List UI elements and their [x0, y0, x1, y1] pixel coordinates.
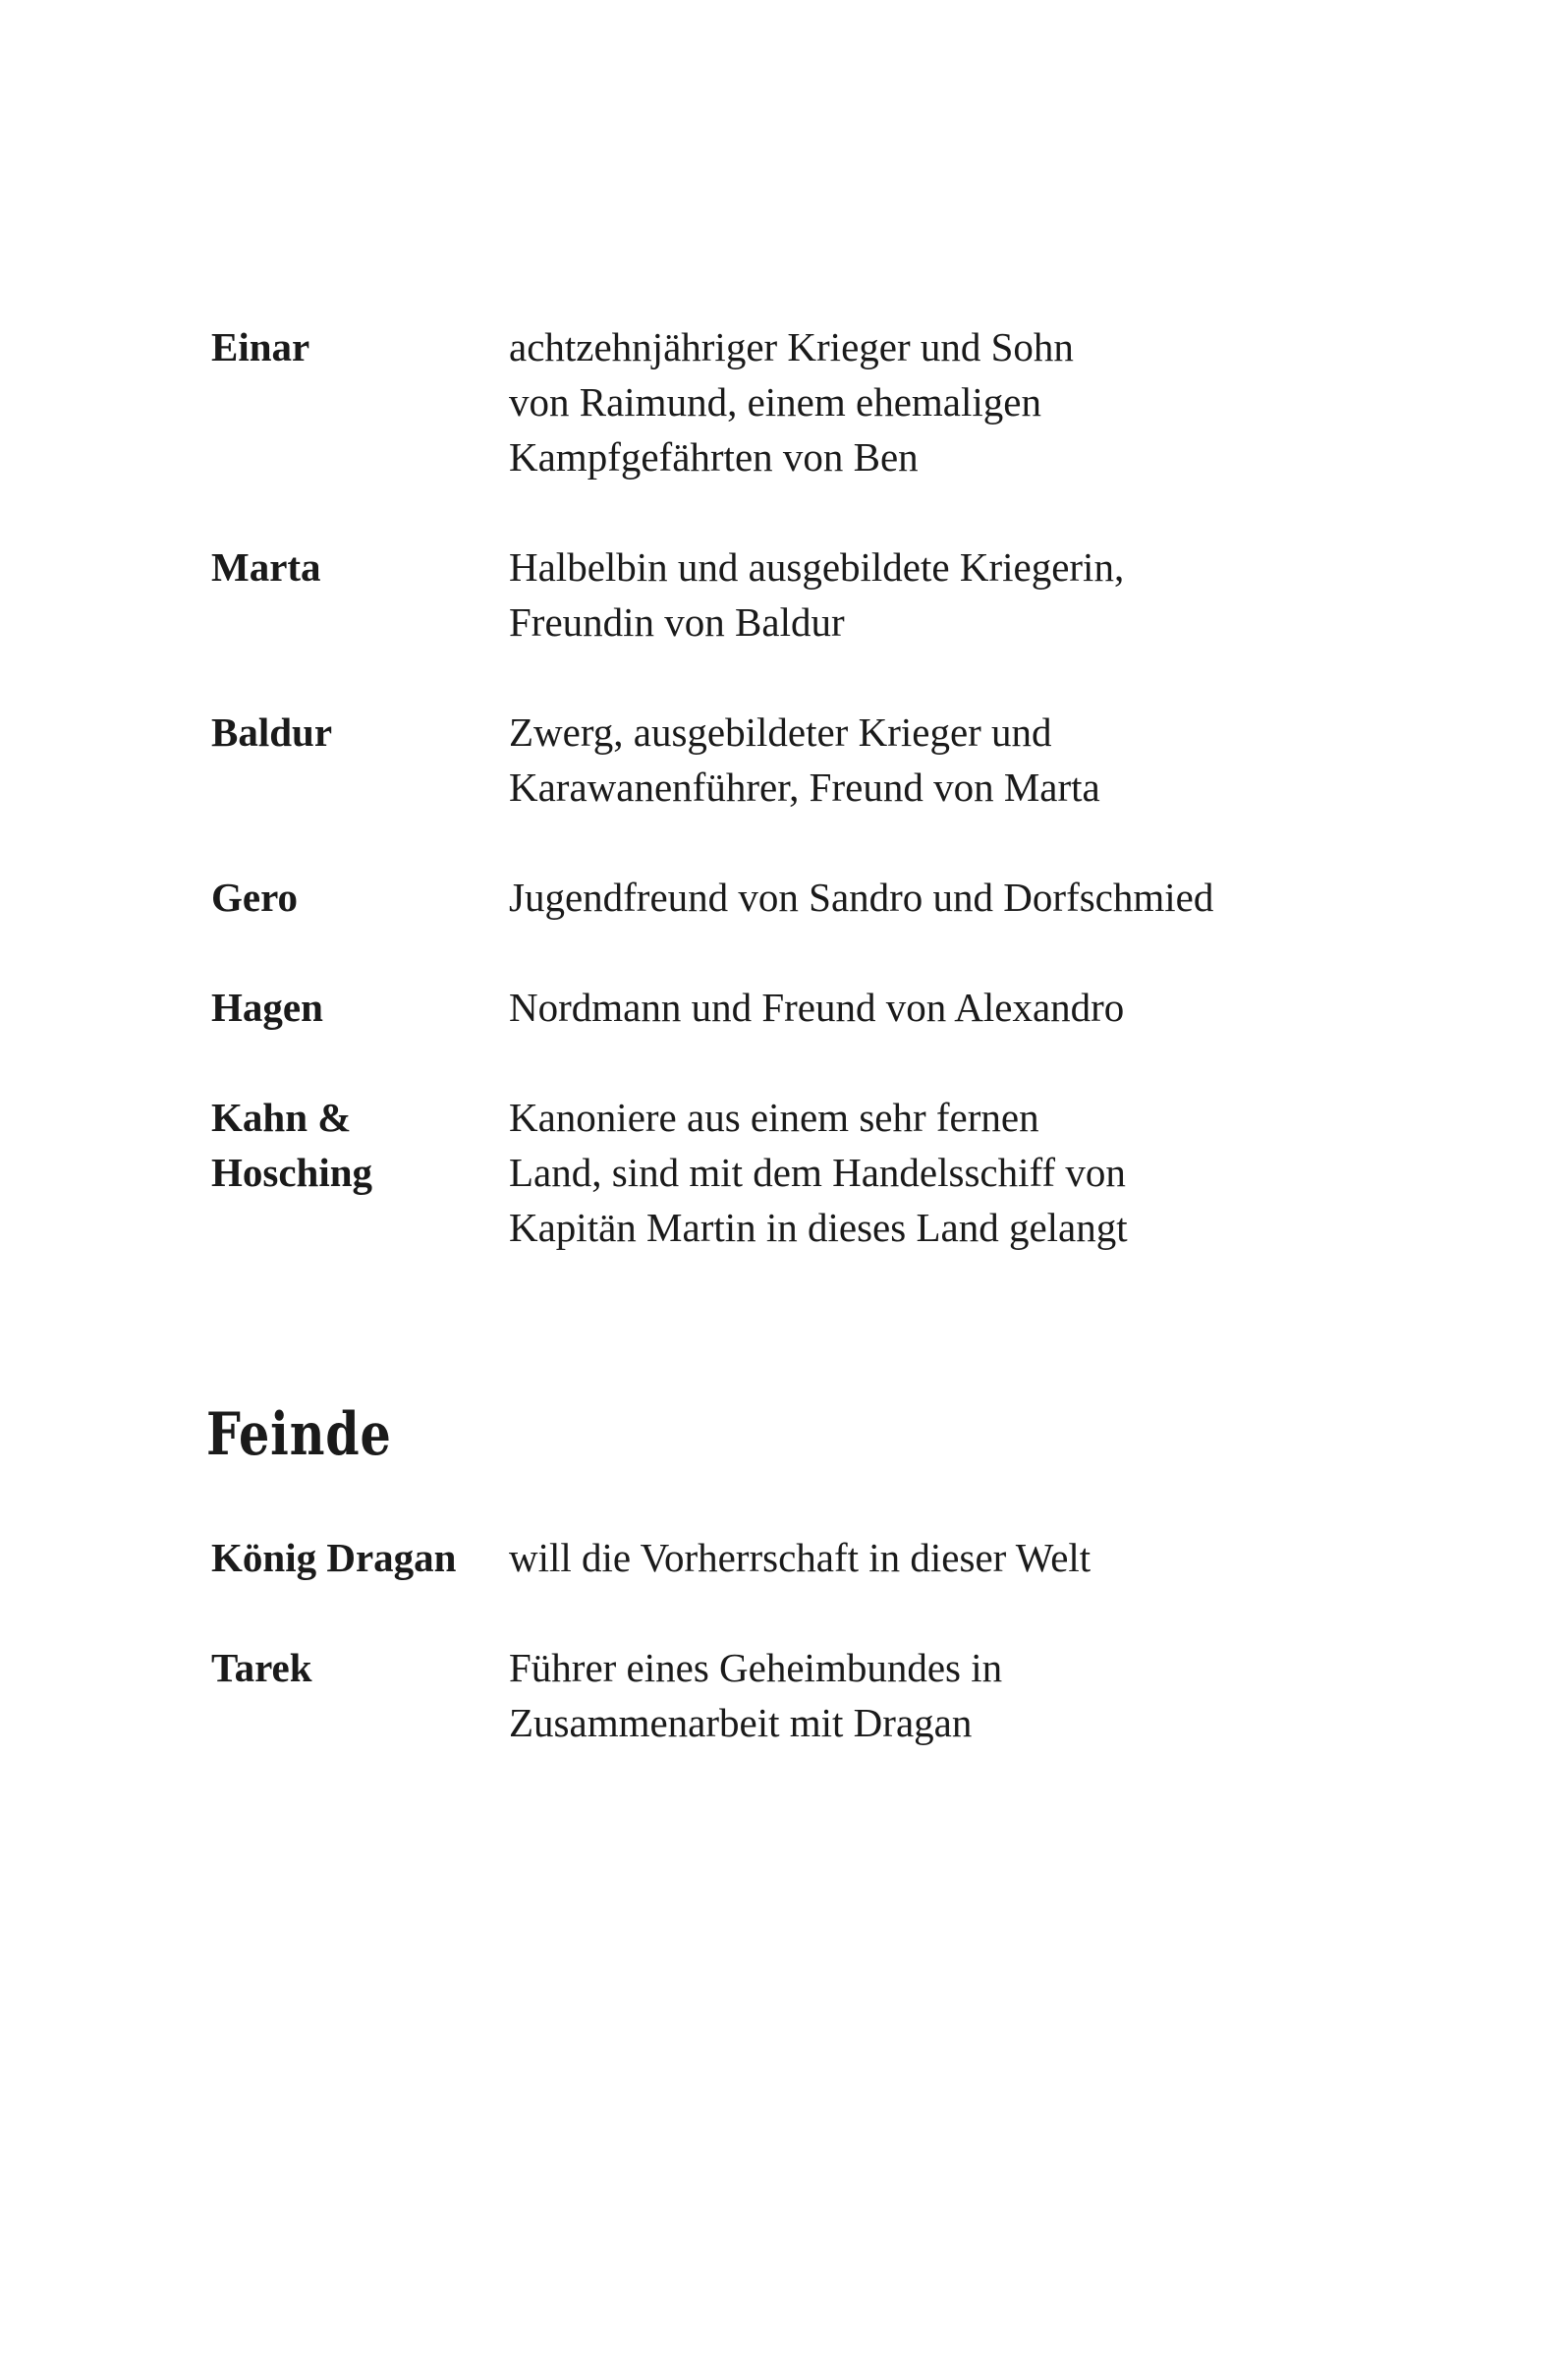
description-line: Zusammenarbeit mit Dragan: [509, 1700, 973, 1745]
character-name-line: Tarek: [211, 1645, 312, 1690]
character-name-line: Gero: [211, 875, 299, 920]
description-line: Führer eines Geheimbundes in: [509, 1645, 1003, 1690]
character-name: [211, 319, 506, 374]
character-name-line: Baldur: [211, 709, 333, 755]
description-line: will die Vorherrschaft in dieser Welt: [509, 1535, 1091, 1580]
character-description: [509, 319, 1393, 484]
character-name-line: Marta: [211, 544, 321, 590]
character-name: [211, 1530, 506, 1585]
character-description: [509, 705, 1393, 815]
character-name: [211, 705, 506, 760]
character-name: [211, 1640, 506, 1695]
character-name: [211, 870, 506, 925]
description-line: Kapitän Martin in dieses Land gelangt: [509, 1205, 1128, 1250]
character-name-line: König Dragan: [211, 1535, 457, 1580]
character-description: [509, 980, 1393, 1035]
character-description: [509, 870, 1393, 925]
character-name-line: Kahn &: [211, 1095, 352, 1140]
character-description: [509, 1090, 1393, 1255]
description-line: Zwerg, ausgebildeter Krieger und: [509, 709, 1052, 755]
character-name: [211, 539, 506, 595]
description-line: Land, sind mit dem Handelsschiff von: [509, 1150, 1126, 1195]
character-description: [509, 1530, 1393, 1585]
description-line: Kanoniere aus einem sehr fernen: [509, 1095, 1039, 1140]
description-line: Nordmann und Freund von Alexandro: [509, 985, 1125, 1030]
character-name: [211, 1090, 506, 1200]
character-name-line: Hosching: [211, 1150, 373, 1195]
character-description: [509, 1640, 1393, 1750]
description-line: Halbelbin und ausgebildete Kriegerin,: [509, 544, 1125, 590]
character-name-line: Einar: [211, 324, 310, 369]
description-line: Kampfgefährten von Ben: [509, 434, 919, 480]
character-description: [509, 539, 1393, 650]
description-line: achtzehnjähriger Krieger und Sohn: [509, 324, 1074, 369]
description-line: Karawanenführer, Freund von Marta: [509, 765, 1100, 810]
description-line: von Raimund, einem ehemaligen: [509, 379, 1041, 425]
character-name-line: Hagen: [211, 985, 323, 1030]
description-line: Freundin von Baldur: [509, 599, 845, 645]
section-heading-enemies: Feinde: [206, 1400, 392, 1469]
character-name: [211, 980, 506, 1035]
description-line: Jugendfreund von Sandro und Dorfschmied: [509, 875, 1214, 920]
